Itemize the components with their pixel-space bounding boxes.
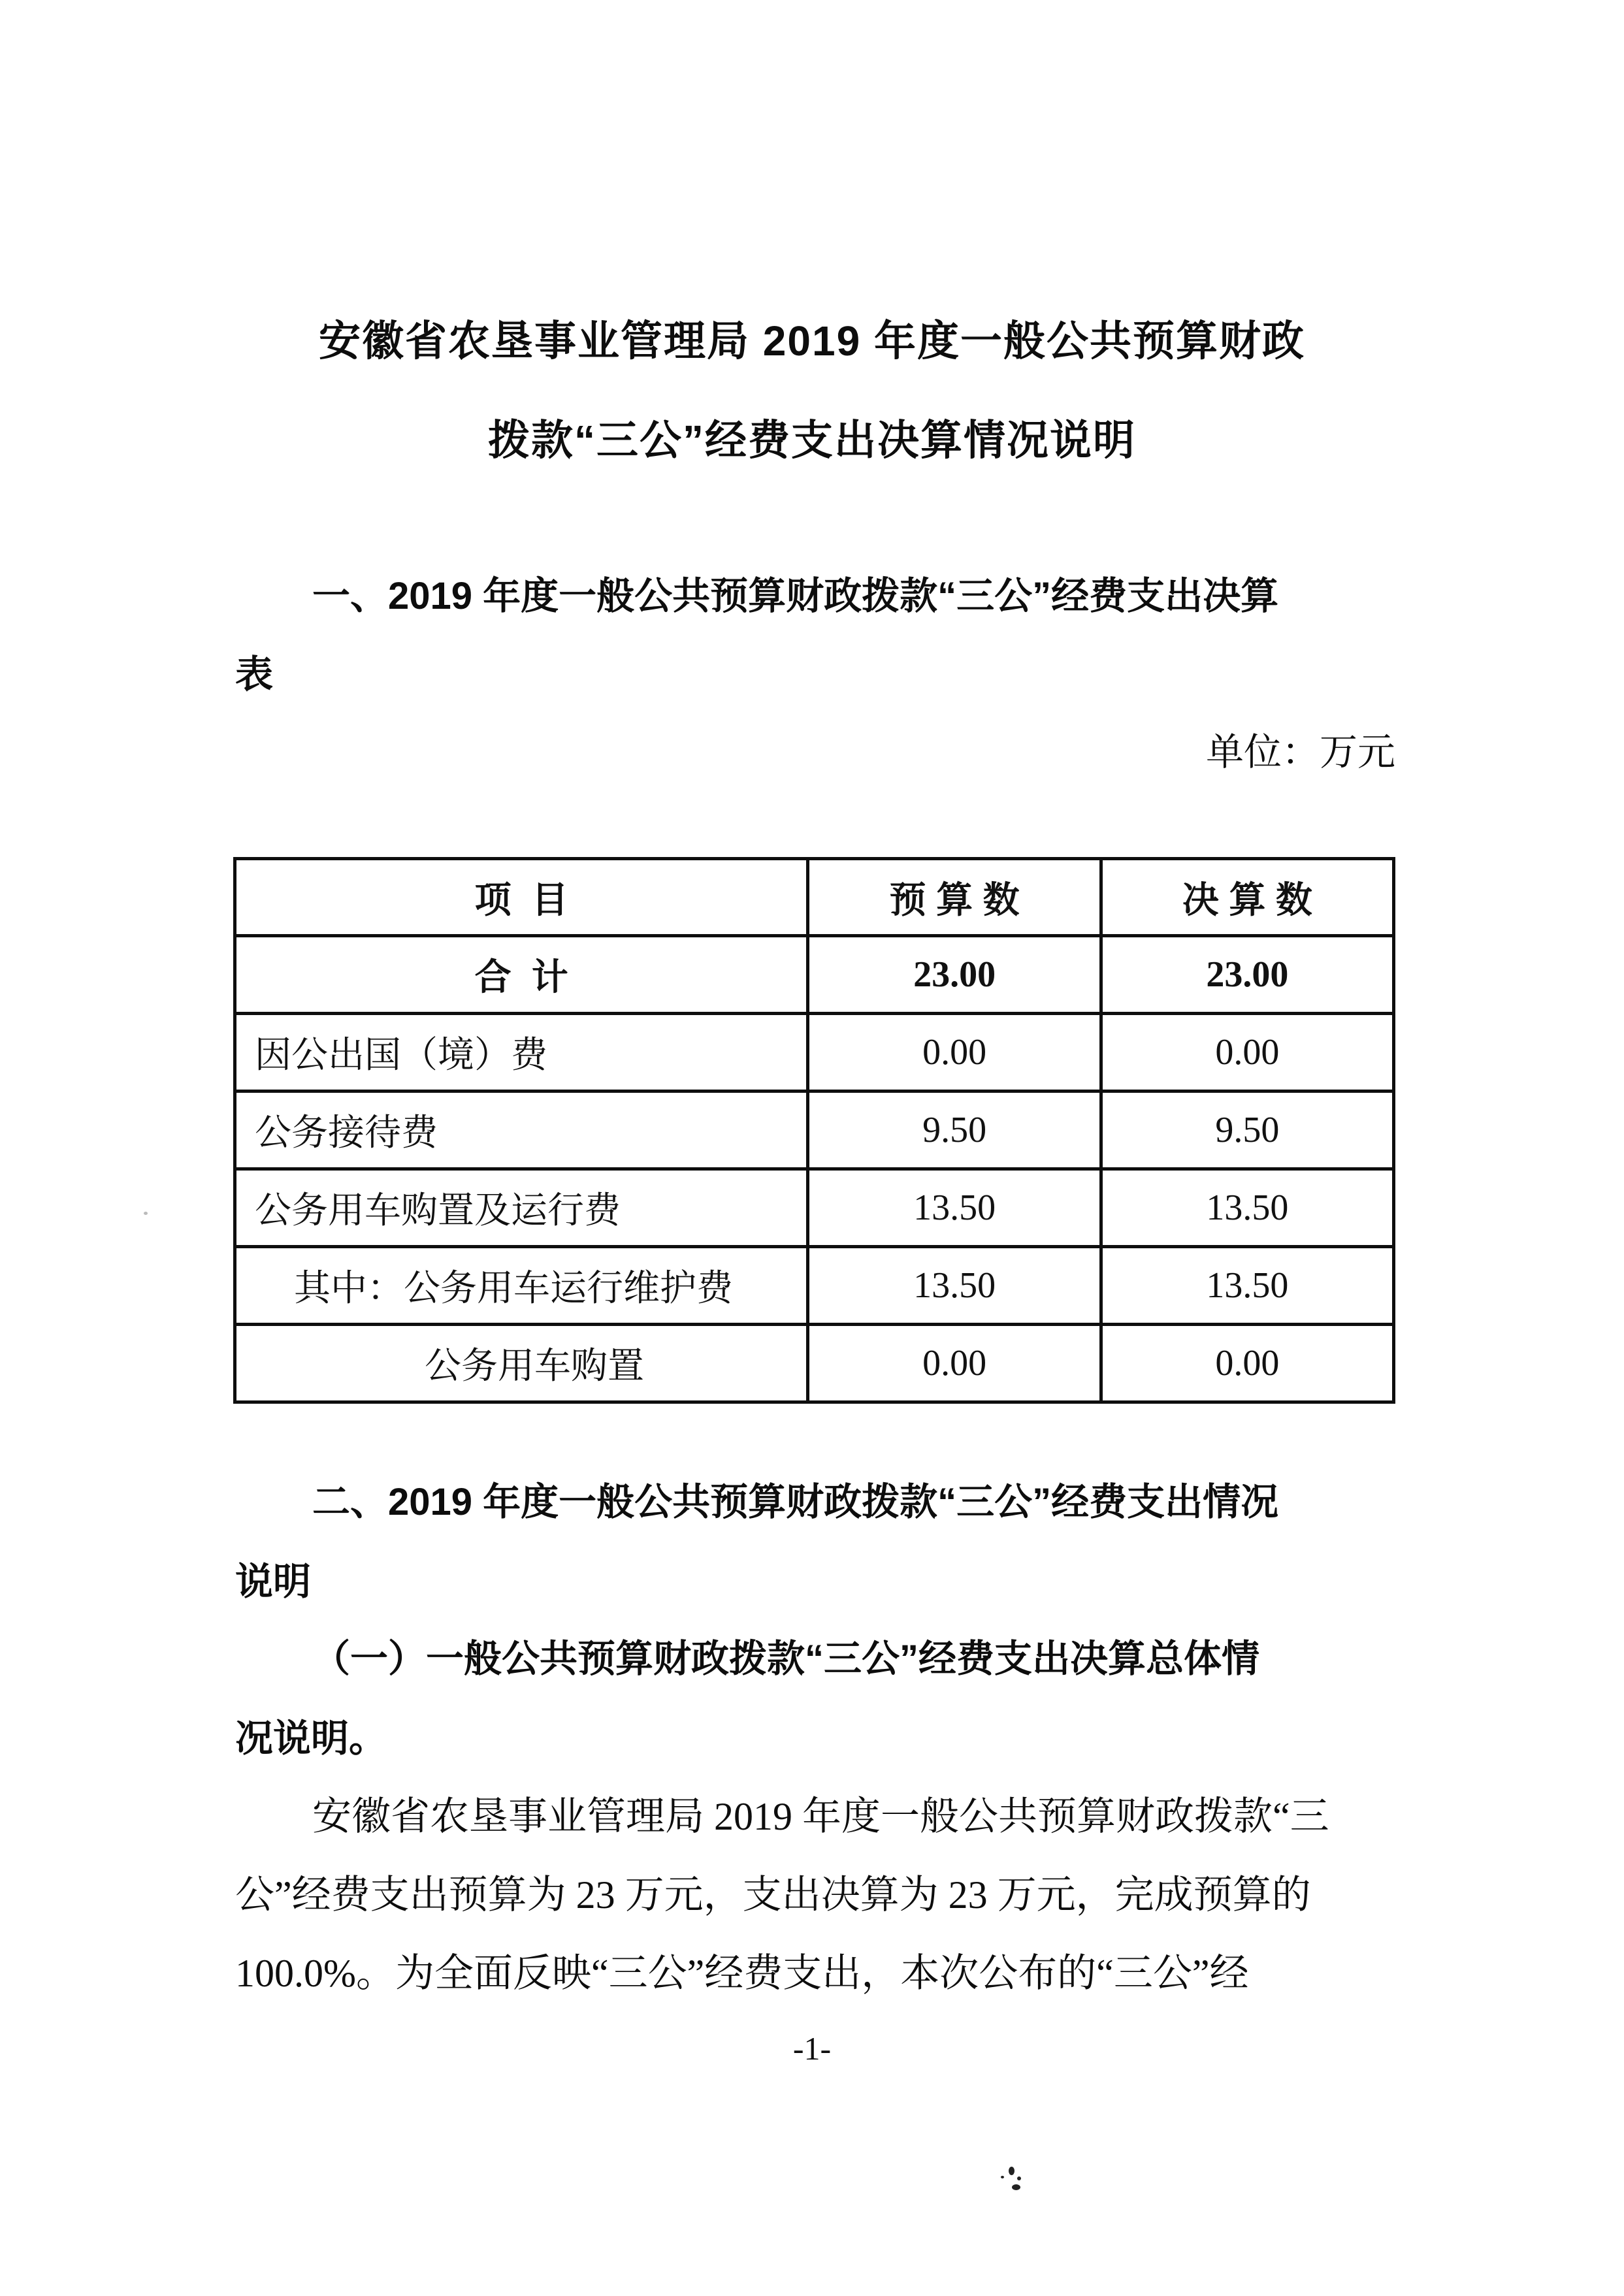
header-final: 决 算 数: [1101, 859, 1393, 936]
expense-table: [233, 857, 1395, 1404]
table-row-reception: [235, 1091, 1394, 1169]
paragraph-line1: 安徽省农垦事业管理局 2019 年度一般公共预算财政拨款“三: [312, 1795, 1329, 1838]
row-budget: 13.50: [808, 1169, 1101, 1247]
row-budget: 13.50: [808, 1247, 1101, 1325]
subsection1-heading-line2: 况说明。: [235, 1717, 387, 1760]
row-item: 合 计: [235, 936, 808, 1014]
row-final: 0.00: [1101, 1014, 1393, 1091]
row-budget: 0.00: [808, 1325, 1101, 1402]
row-final: 23.00: [1101, 936, 1393, 1014]
table-header-row: [235, 859, 1394, 936]
row-item: 因公出国（境）费: [235, 1014, 808, 1091]
row-final: 9.50: [1101, 1091, 1393, 1169]
section2-heading-line1: 二、2019 年度一般公共预算财政拨款“三公”经费支出情况: [312, 1481, 1279, 1523]
paragraph-line3: 100.0%。为全面反映“三公”经费支出，本次公布的“三公”经: [235, 1952, 1249, 1995]
paragraph-line2: 公”经费支出预算为 23 万元，支出决算为 23 万元，完成预算的: [235, 1873, 1311, 1916]
row-budget: 23.00: [808, 936, 1101, 1014]
header-budget: 预 算 数: [808, 859, 1101, 936]
table-row-vehicle-total: [235, 1169, 1394, 1247]
row-item: 公务用车购置及运行费: [235, 1169, 808, 1247]
row-final: 0.00: [1101, 1325, 1393, 1402]
scan-noise-speck: [144, 1212, 148, 1215]
row-budget: 0.00: [808, 1014, 1101, 1091]
header-item: 项 目: [235, 859, 808, 936]
scan-noise-speck: [1009, 2167, 1015, 2175]
document-title: [0, 291, 1624, 490]
section2-heading-line2: 说明: [235, 1560, 312, 1603]
subsection1-heading-line1: （一）一般公共预算财政拨款“三公”经费支出决算总体情: [312, 1638, 1260, 1680]
row-budget: 9.50: [808, 1091, 1101, 1169]
unit-label: 单位：万元: [1205, 731, 1395, 773]
row-item: 公务接待费: [235, 1091, 808, 1169]
table-row-total: [235, 936, 1394, 1014]
section1-heading-line2: 表: [235, 653, 274, 696]
document-title-line1: 安徽省农垦事业管理局 2019 年度一般公共预算财政: [319, 317, 1305, 364]
row-item: 其中：公务用车运行维护费: [235, 1247, 808, 1325]
scan-noise-speck: [1012, 2184, 1020, 2190]
scan-noise-speck: [1017, 2176, 1021, 2180]
page-number: -1-: [792, 2030, 832, 2067]
table-row-vehicle-purchase: [235, 1325, 1394, 1402]
row-final: 13.50: [1101, 1247, 1393, 1325]
table-row-vehicle-maintenance: [235, 1247, 1394, 1325]
scan-noise-speck: [1001, 2176, 1004, 2178]
section1-heading-line1: 一、2019 年度一般公共预算财政拨款“三公”经费支出决算: [312, 575, 1279, 617]
row-final: 13.50: [1101, 1169, 1393, 1247]
row-item: 公务用车购置: [235, 1325, 808, 1402]
table-row-abroad: [235, 1014, 1394, 1091]
document-title-line2: 拨款“三公”经费支出决算情况说明: [488, 417, 1136, 464]
